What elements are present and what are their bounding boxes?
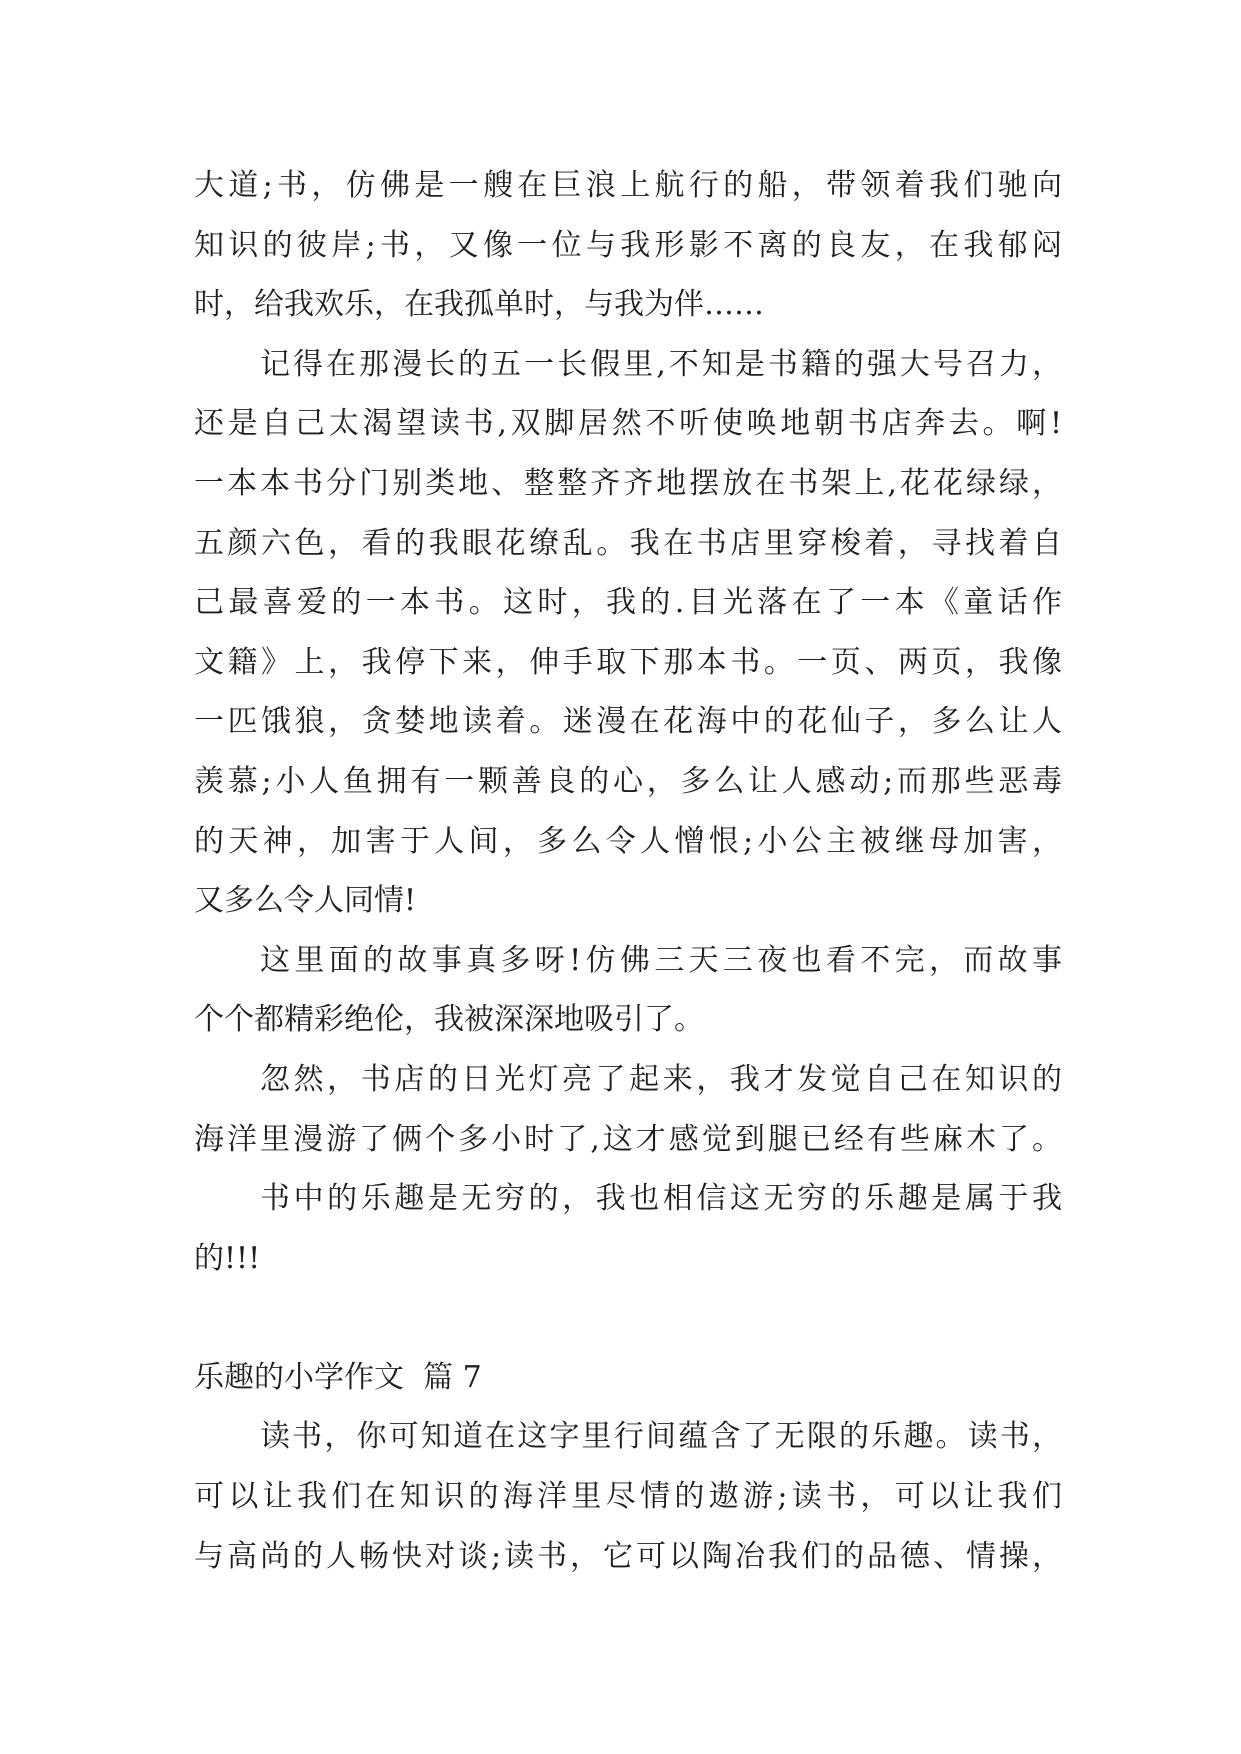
text-line: 的天神，加害于人间，多么令人憎恨;小公主被继母加害， [194,823,1062,859]
text-line: 记得在那漫长的五一长假里,不知是书籍的强大号召力， [260,346,1062,382]
text-line: 大道;书，仿佛是一艘在巨浪上航行的船，带领着我们驰向 [194,168,1062,203]
text-line: 一本本书分门别类地、整整齐齐地摆放在书架上,花花绿绿， [194,465,1062,501]
text-line: 的!!! [194,1240,261,1276]
text-line: 读书，你可知道在这字里行间蕴含了无限的乐趣。读书， [260,1419,1062,1455]
text-line: 海洋里漫游了俩个多小时了,这才感觉到腿已经有些麻木了。 [194,1121,1062,1157]
text-line: 五颜六色，看的我眼花缭乱。我在书店里穿梭着，寻找着自 [194,525,1062,561]
text-line: 己最喜爱的一本书。这时，我的.目光落在了一本《童话作 [194,585,1062,621]
section-heading: 乐趣的小学作文 篇 7 [194,1359,482,1395]
paragraph [194,1050,1062,1169]
text-line: 可以让我们在知识的海洋里尽情的遨游;读书，可以让我们 [194,1479,1062,1515]
text-line: 文籍》上，我停下来，伸手取下那本书。一页、两页，我像 [194,644,1062,680]
text-line: 个个都精彩绝伦，我被深深地吸引了。 [194,1002,704,1038]
text-line: 羡慕;小人鱼拥有一颗善良的心，多么让人感动;而那些恶毒 [194,763,1062,799]
text-line: 知识的彼岸;书，又像一位与我形影不离的良友，在我郁闷 [194,227,1062,263]
document-body [194,156,1062,1586]
text-line: 还是自己太渴望读书,双脚居然不听使唤地朝书店奔去。啊! [194,406,1062,442]
text-line: 与高尚的人畅快对谈;读书，它可以陶冶我们的品德、情操， [194,1538,1062,1574]
paragraph [194,931,1062,1050]
paragraph [194,1407,1062,1586]
paragraph [194,156,1062,335]
paragraph [194,1169,1062,1288]
blank-line [194,1288,1062,1348]
text-line: 忽然，书店的日光灯亮了起来，我才发觉自己在知识的 [260,1061,1062,1097]
paragraph [194,335,1062,931]
text-line: 这里面的故事真多呀!仿佛三天三夜也看不完，而故事 [260,942,1062,978]
text-line: 一匹饿狼，贪婪地读着。迷漫在花海中的花仙子，多么让人 [194,704,1062,740]
text-line: 书中的乐趣是无穷的，我也相信这无穷的乐趣是属于我 [260,1181,1062,1217]
text-line: 又多么令人同情! [194,883,417,919]
text-line: 时，给我欢乐，在我孤单时，与我为伴…… [194,287,764,323]
